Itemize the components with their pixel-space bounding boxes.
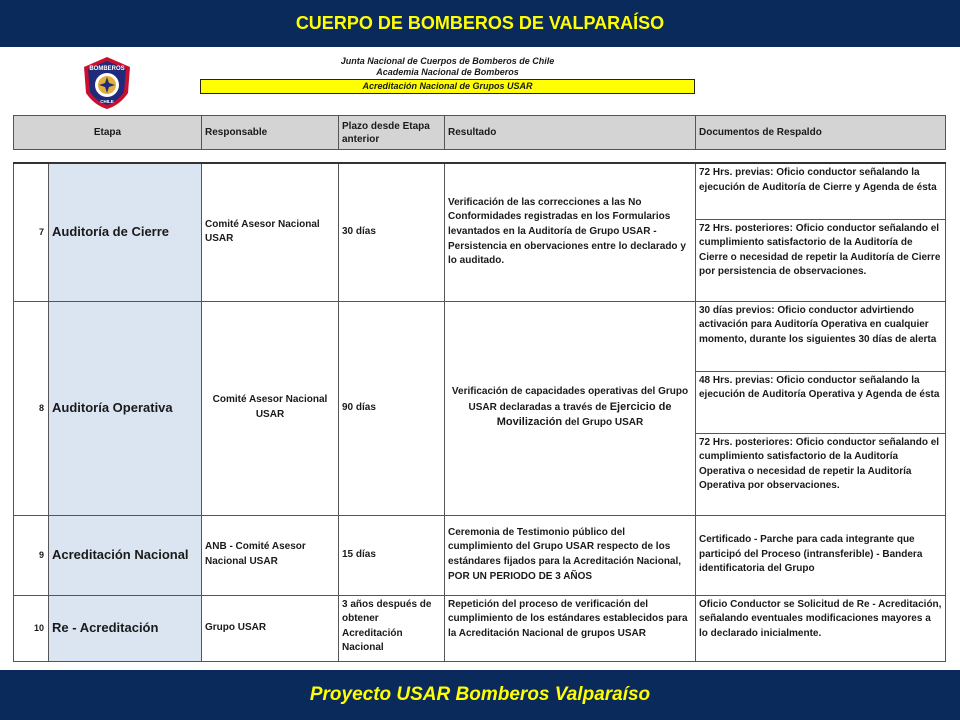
col-etapa: Etapa bbox=[14, 116, 202, 150]
table-row bbox=[14, 515, 946, 595]
support-document: Certificado - Parche para cada integrante que participó del Proceso (intransferible) - Bandera identificatoria del Grupo bbox=[696, 515, 946, 595]
stage-responsible: Comité Asesor Nacional USAR bbox=[202, 163, 339, 301]
stage-responsible: ANB - Comité Asesor Nacional USAR bbox=[202, 515, 339, 595]
stage-result: Repetición del proceso de verificación del cumplimiento de los estándares establecidos para la Acreditación Nacional de grupos USAR bbox=[445, 595, 696, 661]
stage-number: 9 bbox=[14, 515, 49, 595]
slide-footer: Proyecto USAR Bomberos Valparaíso bbox=[0, 670, 960, 720]
academy-name: Academia Nacional de Bomberos bbox=[376, 67, 519, 77]
stage-number: 7 bbox=[14, 163, 49, 301]
stage-number: 10 bbox=[14, 595, 49, 661]
table-header bbox=[13, 115, 946, 150]
stage-deadline: 3 años después de obtener Acreditación Nacional bbox=[339, 595, 445, 661]
stage-responsible: Comité Asesor Nacional USAR bbox=[202, 301, 339, 515]
support-document: 72 Hrs. posteriores: Oficio conductor señalando el cumplimiento satisfactorio de la Auditoría Operativa o necesidad de repetir la Auditoría Operativa por observaciones. bbox=[696, 433, 946, 515]
stage-deadline: 15 días bbox=[339, 515, 445, 595]
support-document: 48 Hrs. previas: Oficio conductor señalando la ejecución de Auditoría Operativa y Agenda de ésta bbox=[696, 371, 946, 433]
stage-result-text-end: del Grupo USAR bbox=[562, 417, 644, 429]
stage-deadline: 30 días bbox=[339, 163, 445, 301]
support-document: 72 Hrs. previas: Oficio conductor señalando la ejecución de Auditoría de Cierre y Agenda de ésta bbox=[696, 163, 946, 219]
stage-name: Auditoría de Cierre bbox=[49, 163, 202, 301]
support-document: 30 días previos: Oficio conductor advirtiendo activación para Auditoría Operativa en cualquier momento, durante los siguientes 30 días de alerta bbox=[696, 301, 946, 371]
slide-title: CUERPO DE BOMBEROS DE VALPARAÍSO bbox=[0, 0, 960, 47]
stage-responsible: Grupo USAR bbox=[202, 595, 339, 661]
stage-result-text: Verificación de capacidades operativas del Grupo USAR declaradas a través de bbox=[451, 386, 689, 413]
stage-number: 8 bbox=[14, 301, 49, 515]
stage-name: Auditoría Operativa bbox=[49, 301, 202, 515]
bomberos-chile-logo-icon bbox=[78, 55, 136, 111]
stage-result bbox=[445, 515, 696, 595]
stage-name: Acreditación Nacional bbox=[49, 515, 202, 595]
stage-deadline: 90 días bbox=[339, 301, 445, 515]
stages-table bbox=[13, 162, 946, 662]
table-row bbox=[14, 163, 946, 219]
org-name: Junta Nacional de Cuerpos de Bomberos de Chile bbox=[340, 56, 555, 66]
support-document: Oficio Conductor se Solicitud de Re - Acreditación, señalando eventuales modificaciones mayores a lo declarado inicialmente. bbox=[696, 595, 946, 661]
document-subject: Acreditación Nacional de Grupos USAR bbox=[200, 79, 695, 94]
stage-result-emphasis: Ejercicio de Movilización bbox=[496, 400, 672, 429]
stage-result-emphasis: POR UN PERIODO DE 3 AÑOS bbox=[448, 570, 593, 582]
svg-text:BOMBEROS: BOMBEROS bbox=[89, 66, 125, 72]
stage-name: Re - Acreditación bbox=[49, 595, 202, 661]
table-row bbox=[14, 301, 946, 371]
svg-text:CHILE: CHILE bbox=[100, 99, 114, 104]
support-document: 72 Hrs. posteriores: Oficio conductor señalando el cumplimiento satisfactorio de la Auditoría de Cierre o necesidad de repetir la Auditoría de Cierre por persistencia de observaciones. bbox=[696, 219, 946, 301]
document-header bbox=[200, 56, 695, 94]
col-documentos: Documentos de Respaldo bbox=[696, 116, 946, 150]
stage-result: Verificación de las correcciones a las No Conformidades registradas en los Formularios levantados en la Auditoría de Grupo USAR - Persistencia en obervaciones entre lo declarado y lo auditado. bbox=[445, 163, 696, 301]
stage-result bbox=[445, 301, 696, 515]
col-responsable: Responsable bbox=[202, 116, 339, 150]
col-plazo: Plazo desde Etapa anterior bbox=[339, 116, 445, 150]
stage-result-text: Ceremonia de Testimonio público del cumplimiento del Grupo USAR respecto de los estándares fijados para la Acreditación Nacional, bbox=[448, 526, 682, 567]
table-row bbox=[14, 595, 946, 661]
col-resultado: Resultado bbox=[445, 116, 696, 150]
